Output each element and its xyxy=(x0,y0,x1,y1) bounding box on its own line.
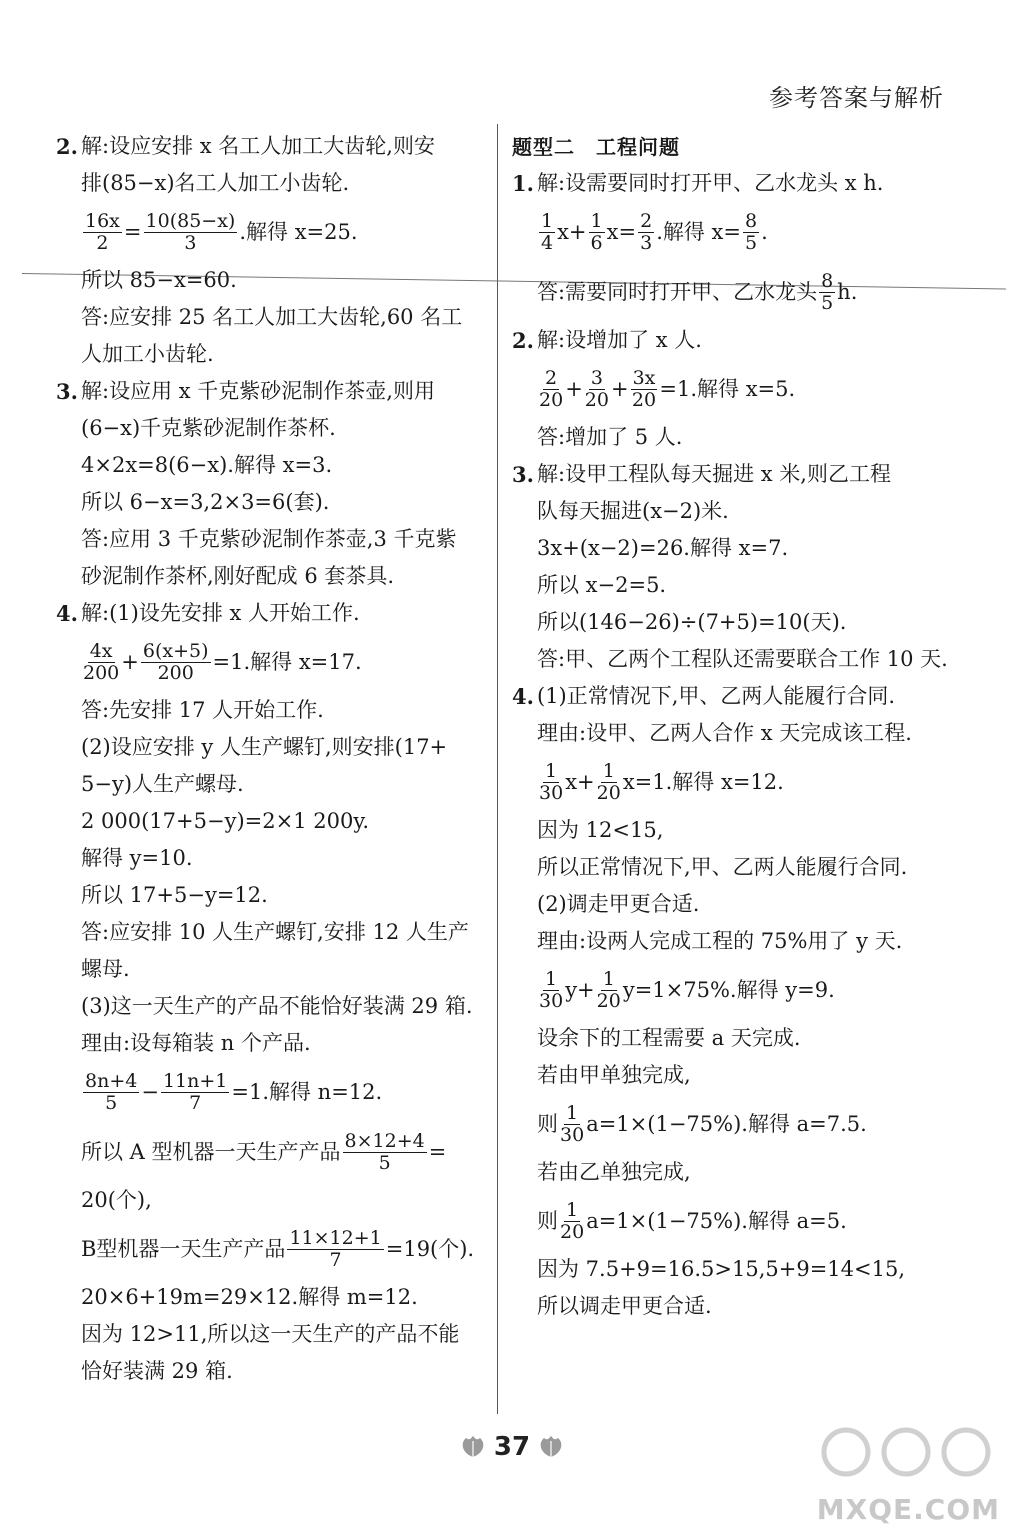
answer-2 xyxy=(56,128,488,373)
text-line: 若由乙单独完成, xyxy=(537,1160,691,1184)
question-number: 3. xyxy=(56,379,78,404)
fraction: $\frac{2}{3}$ xyxy=(640,209,653,254)
equation: $\frac{1}{30}$ x+ $\frac{1}{20}$ x=1.解得 x=12. xyxy=(539,759,784,804)
fraction: $\frac{16x}{2}$ xyxy=(85,209,120,254)
question-number: 2. xyxy=(56,134,78,159)
fraction: $\frac{1}{20}$ xyxy=(596,759,621,804)
text-line: 解:设需要同时打开甲、乙水龙头 x h. xyxy=(537,171,884,195)
equation: 答:需要同时打开甲、乙水龙头 $\frac{8}{5}$ h. xyxy=(537,269,858,314)
fraction: $\frac{11n+1}{7}$ xyxy=(162,1069,228,1114)
text-line: 2 000(17+5−y)=2×1 200y. xyxy=(81,809,370,833)
text-line: 螺母. xyxy=(81,957,130,981)
question-number: 3. xyxy=(512,462,534,487)
right-column xyxy=(512,128,972,1325)
text-line: 所以正常情况下,甲、乙两人能履行合同. xyxy=(537,855,908,879)
text-line: 设余下的工程需要 a 天完成. xyxy=(537,1026,801,1050)
left-column xyxy=(56,128,488,1390)
fraction: $\frac{10(85-x)}{3}$ xyxy=(145,209,236,254)
text-line: 解:(1)设先安排 x 人开始工作. xyxy=(81,601,360,625)
text-line: 理由:设两人完成工程的 75%用了 y 天. xyxy=(537,929,903,953)
text-line: (2)调走甲更合适. xyxy=(537,892,700,916)
answer-1 xyxy=(512,165,972,322)
page-number: 37 xyxy=(493,1432,531,1462)
equation: 则 $\frac{1}{30}$ a=1×(1−75%).解得 a=7.5. xyxy=(537,1101,867,1146)
text-line: 解:设应安排 x 名工人加工大齿轮,则安 xyxy=(81,134,435,158)
text-line: 答:甲、乙两个工程队还需要联合工作 10 天. xyxy=(537,647,948,671)
text-line: 5−y)人生产螺母. xyxy=(81,772,244,796)
leaf-icon xyxy=(536,1435,566,1459)
fraction: $\frac{8\times 12+4}{5}$ xyxy=(344,1129,425,1174)
text-line: 解:设甲工程队每天掘进 x 米,则乙工程 xyxy=(537,462,891,486)
text-line: 答:先安排 17 人开始工作. xyxy=(81,698,324,722)
text-line: 因为 7.5+9=16.5>15,5+9=14<15, xyxy=(537,1257,906,1281)
column-divider xyxy=(497,124,498,1414)
text-line: 答:增加了 5 人. xyxy=(537,425,683,449)
fraction: $\frac{8}{5}$ xyxy=(744,209,758,254)
text-line: 恰好装满 29 箱. xyxy=(81,1359,233,1383)
answer-3 xyxy=(512,456,972,678)
fraction: $\frac{1}{20}$ xyxy=(596,967,621,1012)
equation: $\frac{1}{30}$ y+ $\frac{1}{20}$ y=1×75%.解得 y=9. xyxy=(539,967,835,1012)
text-line: 因为 12<15, xyxy=(537,818,664,842)
equation: 则 $\frac{1}{20}$ a=1×(1−75%).解得 a=5. xyxy=(537,1198,847,1243)
question-number: 4. xyxy=(56,601,78,626)
fraction: $\frac{3x}{20}$ xyxy=(631,366,657,411)
fraction: $\frac{2}{20}$ xyxy=(539,366,564,411)
text-line: 答:应用 3 千克紫砂泥制作茶壶,3 千克紫 xyxy=(81,527,457,551)
equation: $\frac{8n+4}{5}$ − $\frac{11n+1}{7}$ =1.解得 n=12. xyxy=(85,1069,383,1114)
text-line: 队每天掘进(x−2)米. xyxy=(537,499,729,523)
fraction: $\frac{1}{4}$ xyxy=(541,209,554,254)
text-line: 解:设应用 x 千克紫砂泥制作茶壶,则用 xyxy=(81,379,435,403)
text-line: 答:应安排 10 人生产螺钉,安排 12 人生产 xyxy=(81,920,469,944)
answer-4 xyxy=(512,678,972,1325)
text-line: 砂泥制作茶杯,刚好配成 6 套茶具. xyxy=(81,564,395,588)
text-line: 若由甲单独完成, xyxy=(537,1063,691,1087)
text-line: 理由:设每箱装 n 个产品. xyxy=(81,1031,311,1055)
text-line: (2)设应安排 y 人生产螺钉,则安排(17+ xyxy=(81,735,448,759)
text-line: 人加工小齿轮. xyxy=(81,342,214,366)
text-line: (1)正常情况下,甲、乙两人能履行合同. xyxy=(537,684,896,708)
answer-3 xyxy=(56,373,488,595)
equation: $\frac{4x}{200}$ + $\frac{6(x+5)}{200}$ =1.解得 x=17. xyxy=(83,639,362,684)
fraction: $\frac{11\times 12+1}{7}$ xyxy=(289,1226,382,1271)
fraction: $\frac{1}{30}$ xyxy=(539,759,564,804)
text-line: 所以调走甲更合适. xyxy=(537,1294,712,1318)
text-line: 理由:设甲、乙两人合作 x 天完成该工程. xyxy=(537,721,912,745)
text-line: 所以(146−26)÷(7+5)=10(天). xyxy=(537,610,847,634)
equation: $\frac{1}{4}$ x+ $\frac{1}{6}$ x= $\frac{2}{3}$ .解得 x= $\frac{8}{5}$ . xyxy=(541,209,768,254)
question-number: 1. xyxy=(512,171,534,196)
text-line: 20×6+19m=29×12.解得 m=12. xyxy=(81,1285,418,1309)
fraction: $\frac{3}{20}$ xyxy=(584,366,609,411)
text-line: 4×2x=8(6−x).解得 x=3. xyxy=(81,453,333,477)
leaf-icon xyxy=(458,1435,488,1459)
fraction: $\frac{1}{30}$ xyxy=(539,967,564,1012)
text-line: (3)这一天生产的产品不能恰好装满 29 箱. xyxy=(81,994,473,1018)
answer-2 xyxy=(512,322,972,456)
text-line: 所以 17+5−y=12. xyxy=(81,883,268,907)
text-line: 排(85−x)名工人加工小齿轮. xyxy=(81,171,350,195)
text-line: 所以 6−x=3,2×3=6(套). xyxy=(81,490,330,514)
equation: B型机器一天生产产品 $\frac{11\times 12+1}{7}$ =19(个). xyxy=(81,1226,475,1271)
equation: $\frac{16x}{2}$ = $\frac{10(85-x)}{3}$ .解得 x=25. xyxy=(85,209,358,254)
fraction: $\frac{1}{20}$ xyxy=(560,1198,585,1243)
fraction: $\frac{8}{5}$ xyxy=(821,269,834,314)
text-line: 20(个), xyxy=(81,1188,152,1212)
text-line: 所以 x−2=5. xyxy=(537,573,667,597)
fraction: $\frac{6(x+5)}{200}$ xyxy=(142,639,209,684)
fraction: $\frac{1}{30}$ xyxy=(560,1101,585,1146)
text-line: (6−x)千克紫砂泥制作茶杯. xyxy=(81,416,336,440)
question-number: 4. xyxy=(512,684,534,709)
question-number: 2. xyxy=(512,328,534,353)
equation: 所以 A 型机器一天生产产品 $\frac{8\times 12+4}{5}$ = xyxy=(81,1129,447,1174)
text-line: 所以 85−x=60. xyxy=(81,268,237,292)
section-title: 题型二 工程问题 xyxy=(512,134,680,159)
text-line: 3x+(x−2)=26.解得 x=7. xyxy=(537,536,789,560)
fraction: $\frac{4x}{200}$ xyxy=(83,639,120,684)
text-line: 解:设增加了 x 人. xyxy=(537,328,702,352)
answer-4 xyxy=(56,595,488,1390)
text-line: 答:应安排 25 名工人加工大齿轮,60 名工 xyxy=(81,305,463,329)
fraction: $\frac{8n+4}{5}$ xyxy=(85,1069,138,1114)
equation: $\frac{2}{20}$ + $\frac{3}{20}$ + $\frac{3x}{20}$ =1.解得 x=5. xyxy=(539,366,796,411)
header-title: 参考答案与解析 xyxy=(769,84,944,112)
text-line: 因为 12>11,所以这一天生产的产品不能 xyxy=(81,1322,460,1346)
text-line: 解得 y=10. xyxy=(81,846,193,870)
fraction: $\frac{1}{6}$ xyxy=(590,209,603,254)
watermark-text: MXQE.COM xyxy=(816,1493,1000,1526)
